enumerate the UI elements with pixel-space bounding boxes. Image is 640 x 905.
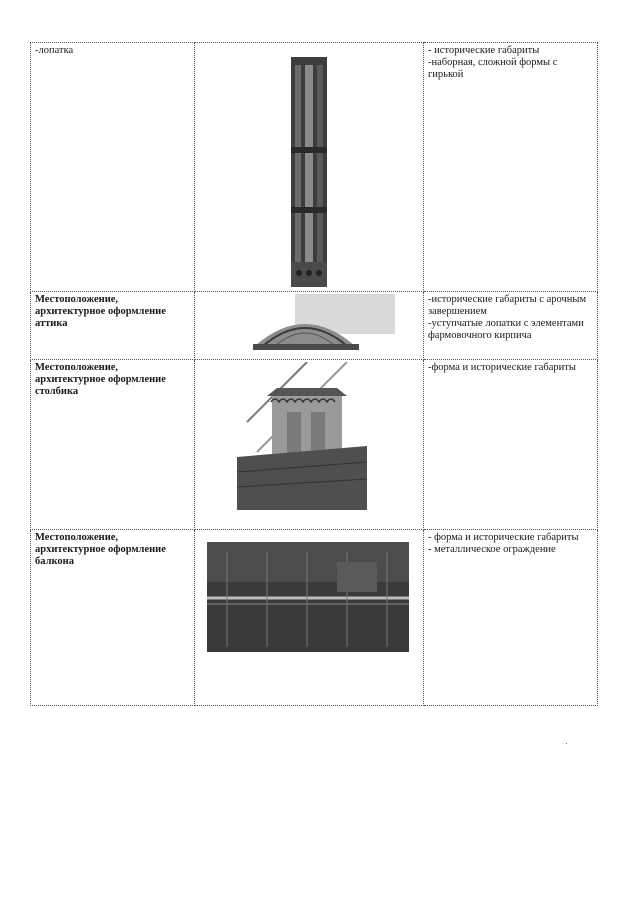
element-cell: [31, 530, 195, 706]
requirements-cell: [424, 43, 598, 292]
requirement-text: -исторические габариты с арочным завершением: [428, 294, 587, 317]
table-row: [31, 43, 598, 292]
table-row: [31, 292, 598, 360]
element-label: Местоположение, архитектурное оформление аттика: [35, 294, 166, 329]
table-row: [31, 530, 598, 706]
requirement-text: -форма и исторические габариты: [428, 362, 576, 373]
element-cell: [31, 292, 195, 360]
attic-photo: [235, 294, 395, 356]
requirements-cell: [424, 292, 598, 360]
scan-speck: [566, 743, 567, 744]
element-label: Местоположение, архитектурное оформление столбика: [35, 362, 166, 397]
requirement-text: - форма и исторические габариты: [428, 532, 579, 543]
requirements-table: [30, 42, 598, 706]
photo-cell: [195, 43, 424, 292]
requirement-text: - исторические габариты: [428, 45, 540, 56]
requirement-text: -уступчатые лопатки с элементами фармовочного кирпича: [428, 318, 584, 341]
photo-cell: [195, 530, 424, 706]
requirement-text: -наборная, сложной формы с гирькой: [428, 57, 558, 80]
photo-cell: [195, 292, 424, 360]
element-label: Местоположение, архитектурное оформление балкона: [35, 532, 166, 567]
pilaster-photo: [291, 57, 327, 287]
requirements-cell: [424, 530, 598, 706]
requirements-cell: [424, 360, 598, 530]
photo-cell: [195, 360, 424, 530]
element-label: -лопатка: [35, 45, 74, 56]
requirement-text: - металлическое ограждение: [428, 544, 556, 555]
balcony-photo: [207, 542, 409, 652]
element-cell: [31, 360, 195, 530]
post-photo: [237, 362, 377, 512]
element-cell: [31, 43, 195, 292]
table-row: [31, 360, 598, 530]
